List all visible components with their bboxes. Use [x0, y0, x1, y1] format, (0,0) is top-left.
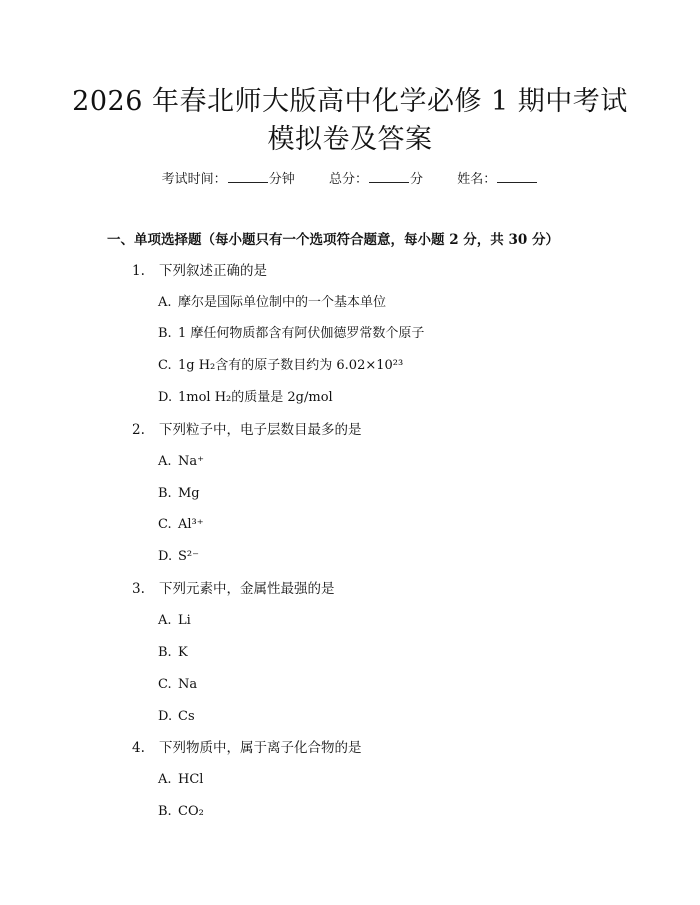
question-3 [132, 580, 335, 598]
option-text: K [178, 645, 188, 660]
option-1a [158, 294, 386, 312]
option-2a [158, 453, 204, 471]
option-text: 1 摩任何物质都含有阿伏伽德罗常数个原子 [178, 326, 425, 341]
option-letter: C. [158, 358, 172, 373]
option-text: HCl [178, 772, 204, 787]
option-1b [158, 325, 424, 343]
option-2d [158, 548, 199, 566]
name-field [457, 170, 538, 189]
question-text: 下列元素中，金属性最强的是 [159, 581, 335, 597]
option-letter: D. [158, 390, 173, 405]
name-label: 姓名： [457, 172, 497, 187]
option-4a [158, 771, 203, 789]
page-title-line2: 模拟卷及答案 [267, 124, 433, 155]
page-title-line1: 2026 年春北师大版高中化学必修 1 期中考试 [72, 86, 628, 117]
question-number: 2. [132, 422, 145, 438]
option-letter: B. [158, 326, 172, 341]
time-blank [228, 170, 268, 183]
option-text: Na⁺ [178, 454, 204, 469]
option-letter: C. [158, 677, 172, 692]
score-unit: 分 [410, 172, 424, 187]
exam-meta [0, 170, 700, 189]
time-unit: 分钟 [268, 172, 295, 187]
option-1d [158, 389, 333, 407]
option-letter: A. [158, 454, 172, 469]
option-4b [158, 803, 204, 821]
score-blank [369, 170, 409, 183]
option-3d [158, 708, 195, 726]
option-text: S²⁻ [178, 549, 199, 564]
score-label: 总分： [328, 172, 368, 187]
option-1c [158, 357, 403, 375]
option-text: Mg [178, 486, 200, 501]
option-text: 摩尔是国际单位制中的一个基本单位 [178, 295, 387, 310]
option-letter: A. [158, 772, 172, 787]
time-label: 考试时间： [161, 172, 227, 187]
option-3a [158, 612, 191, 630]
option-2c [158, 516, 204, 534]
option-text: Li [178, 613, 191, 628]
option-text: CO₂ [178, 804, 204, 819]
question-number: 3. [132, 581, 145, 597]
question-2 [132, 421, 362, 439]
section-heading: 一、单项选择题（每小题只有一个选项符合题意，每小题 2 分，共 30 分） [107, 232, 559, 248]
question-4 [132, 739, 362, 757]
question-number: 4. [132, 740, 145, 756]
question-text: 下列叙述正确的是 [159, 263, 267, 279]
score-field [329, 170, 423, 189]
option-text: Na [178, 677, 198, 692]
question-number: 1. [132, 263, 145, 279]
option-letter: A. [158, 613, 172, 628]
option-text: Cs [178, 709, 195, 724]
question-1 [132, 262, 267, 280]
question-text: 下列物质中，属于离子化合物的是 [159, 740, 362, 756]
option-3b [158, 644, 188, 662]
option-text: 1mol H₂的质量是 2g/mol [178, 390, 333, 405]
option-letter: A. [158, 295, 172, 310]
name-blank [497, 170, 537, 183]
option-3c [158, 676, 197, 694]
option-2b [158, 485, 200, 503]
question-text: 下列粒子中，电子层数目最多的是 [159, 422, 362, 438]
option-letter: B. [158, 486, 172, 501]
option-letter: D. [158, 549, 173, 564]
option-letter: C. [158, 517, 172, 532]
option-letter: B. [158, 645, 172, 660]
option-letter: D. [158, 709, 173, 724]
time-field [162, 170, 295, 189]
option-letter: B. [158, 804, 172, 819]
option-text: Al³⁺ [178, 517, 204, 532]
option-text: 1g H₂含有的原子数目约为 6.02×10²³ [178, 358, 404, 373]
